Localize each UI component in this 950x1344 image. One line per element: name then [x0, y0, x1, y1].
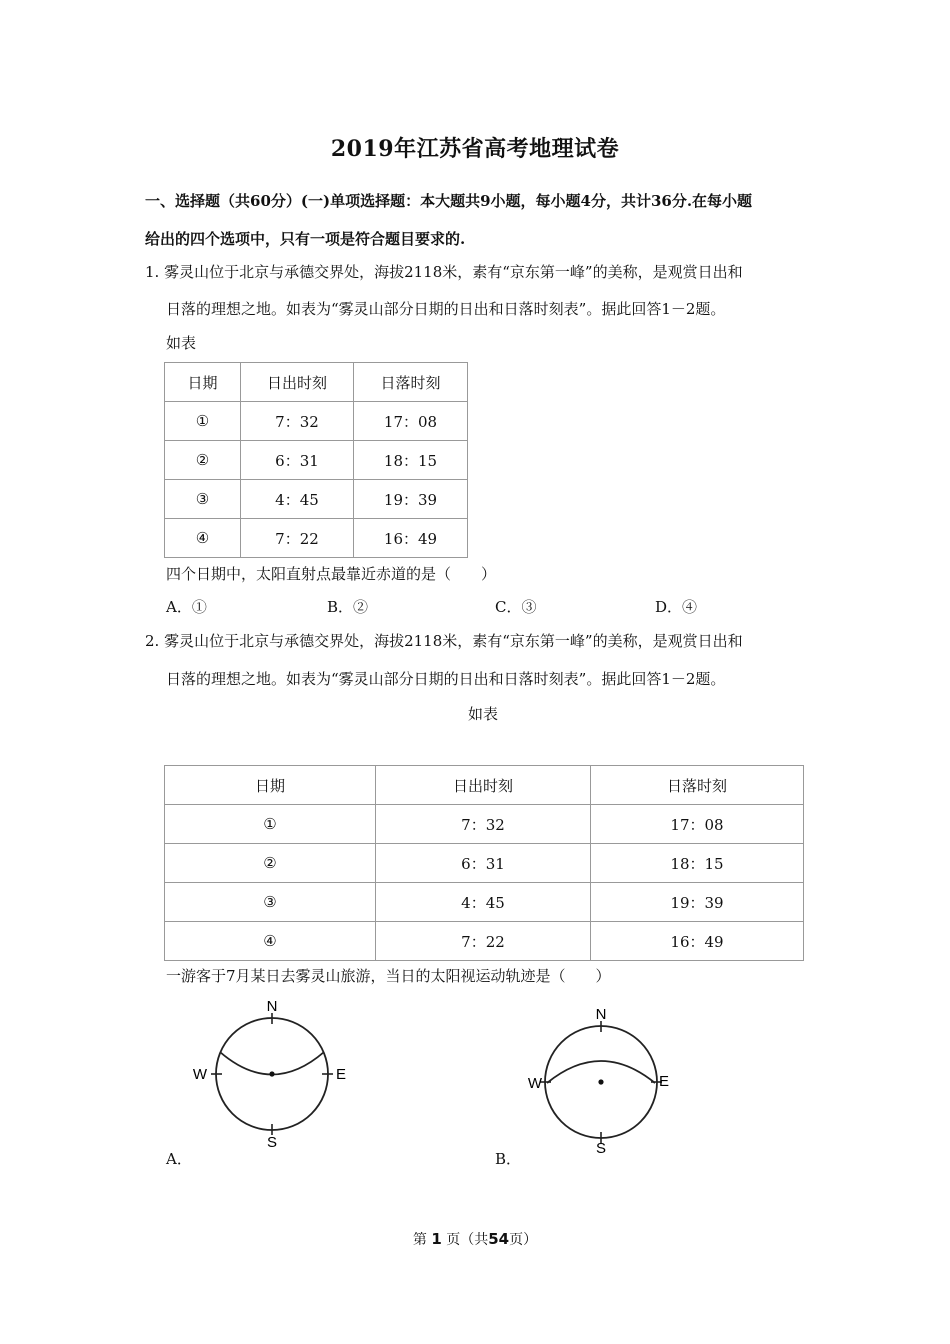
section-header-line2: 给出的四个选项中，只有一项是符合题目要求的. — [145, 230, 466, 248]
table-row — [165, 883, 804, 922]
table-cell: 19：39 — [354, 480, 468, 519]
q2-option-b[interactable]: B． — [495, 1150, 522, 1168]
table-row — [165, 805, 804, 844]
q1-option-b[interactable]: B．② — [327, 598, 369, 616]
table-row — [165, 519, 468, 558]
q1-option-c[interactable]: C．③ — [495, 598, 537, 616]
q1-sunrise-sunset-table — [164, 362, 468, 558]
table-row — [165, 441, 468, 480]
q1-stem-line1: 1. 雾灵山位于北京与承德交界处，海拔2118米，素有“京东第一峰”的美称，是观赏日出和 — [145, 263, 743, 281]
table-cell: 16：49 — [354, 519, 468, 558]
table-header-row — [165, 363, 468, 402]
south-label: S — [595, 1140, 607, 1157]
table-cell: 7：22 — [376, 922, 591, 961]
q1-option-d[interactable]: D．④ — [655, 598, 698, 616]
sun-path-diagram-b — [522, 1003, 682, 1163]
table-cell: 6：31 — [241, 441, 354, 480]
table-cell: ② — [165, 441, 241, 480]
table-cell: 4：45 — [376, 883, 591, 922]
section-header-line1: 一、选择题（共60分）(一)单项选择题：本大题共9小题，每小题4分，共计36分.在每小题 — [145, 192, 753, 210]
table-cell: 7：32 — [241, 402, 354, 441]
table-cell: 18：15 — [591, 844, 804, 883]
table-cell: ④ — [165, 922, 376, 961]
table-header-cell: 日期 — [165, 363, 241, 402]
sun-path-arc — [220, 1052, 324, 1075]
table-cell: 16：49 — [591, 922, 804, 961]
table-cell: ③ — [165, 480, 241, 519]
table-cell: ② — [165, 844, 376, 883]
table-cell: ④ — [165, 519, 241, 558]
page-footer — [0, 1229, 950, 1249]
table-row — [165, 480, 468, 519]
table-row — [165, 844, 804, 883]
table-cell: 4：45 — [241, 480, 354, 519]
table-header-cell: 日落时刻 — [591, 766, 804, 805]
observer-dot — [598, 1079, 603, 1084]
footer-page-number: 1 — [431, 1230, 442, 1248]
table-header-cell: 日出时刻 — [376, 766, 591, 805]
q1-question: 四个日期中，太阳直射点最靠近赤道的是（ ） — [166, 565, 497, 583]
table-header-row — [165, 766, 804, 805]
q2-stem-line2: 日落的理想之地。如表为“雾灵山部分日期的日出和日落时刻表”。据此回答1－2题。 — [166, 670, 726, 688]
east-label: E — [659, 1073, 670, 1090]
table-cell: 7：22 — [241, 519, 354, 558]
table-row — [165, 402, 468, 441]
q2-question: 一游客于7月某日去雾灵山旅游，当日的太阳视运动轨迹是（ ） — [166, 967, 611, 985]
footer-total-pages: 54 — [488, 1230, 510, 1248]
table-header-cell: 日期 — [165, 766, 376, 805]
table-cell: 18：15 — [354, 441, 468, 480]
table-row — [165, 922, 804, 961]
table-cell: ① — [165, 402, 241, 441]
south-label: S — [266, 1134, 278, 1151]
table-cell: ③ — [165, 883, 376, 922]
q2-option-a[interactable]: A． — [166, 1150, 192, 1168]
table-header-cell: 日落时刻 — [354, 363, 468, 402]
west-label: W — [192, 1066, 207, 1083]
west-label: W — [527, 1075, 542, 1092]
observer-dot — [269, 1071, 274, 1076]
q1-table-caption: 如表 — [166, 334, 197, 352]
footer-prefix: 第 — [412, 1232, 427, 1248]
table-cell: 19：39 — [591, 883, 804, 922]
east-label: E — [336, 1066, 347, 1083]
q1-stem-line2: 日落的理想之地。如表为“雾灵山部分日期的日出和日落时刻表”。据此回答1－2题。 — [166, 300, 726, 318]
footer-suffix: 页） — [509, 1232, 538, 1248]
sun-path-diagram-a — [193, 995, 353, 1155]
table-cell: 7：32 — [376, 805, 591, 844]
page-title: 2019年江苏省高考地理试卷 — [330, 136, 620, 162]
table-cell: 6：31 — [376, 844, 591, 883]
table-header-cell: 日出时刻 — [241, 363, 354, 402]
table-cell: ① — [165, 805, 376, 844]
table-cell: 17：08 — [354, 402, 468, 441]
footer-middle: 页（共 — [446, 1232, 489, 1248]
q2-table-caption: 如表 — [468, 705, 499, 723]
q1-option-a[interactable]: A．① — [166, 598, 207, 616]
table-cell: 17：08 — [591, 805, 804, 844]
north-label: N — [595, 1006, 607, 1023]
q2-stem-line1: 2. 雾灵山位于北京与承德交界处，海拔2118米，素有“京东第一峰”的美称，是观赏日出和 — [145, 632, 743, 650]
q2-sunrise-sunset-table — [164, 765, 804, 961]
north-label: N — [266, 998, 278, 1015]
